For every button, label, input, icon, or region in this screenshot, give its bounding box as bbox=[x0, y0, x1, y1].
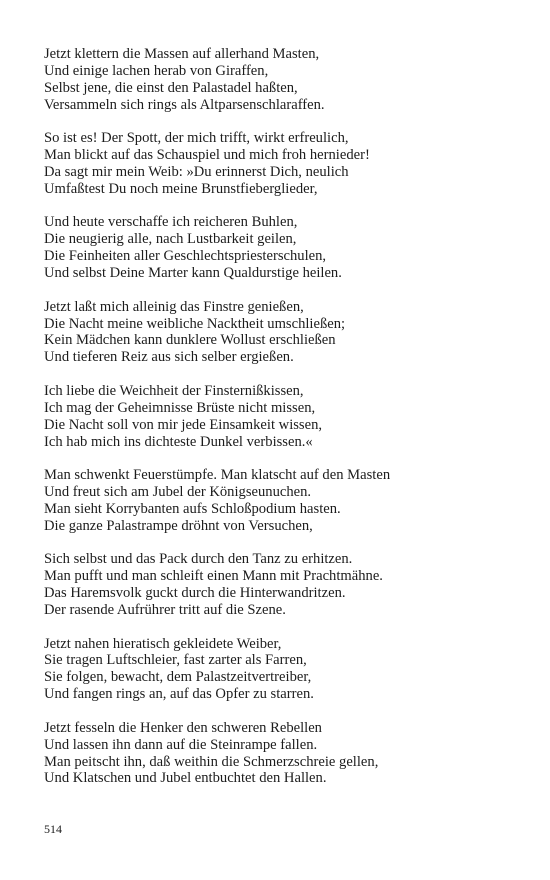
verse-line: Und freut sich am Jubel der Königseunuchen. bbox=[44, 484, 312, 500]
stanza-6 bbox=[44, 467, 524, 535]
stanza-4 bbox=[44, 299, 524, 367]
verse-line: Die Nacht meine weibliche Nacktheit umschließen; bbox=[44, 315, 346, 332]
verse-line: Man blickt auf das Schauspiel und mich froh hernieder! bbox=[44, 147, 370, 164]
verse-line: Man sieht Korrybanten aufs Schloßpodium hasten. bbox=[44, 500, 341, 517]
verse-line: Die Nacht soll von mir jede Einsamkeit wissen, bbox=[44, 416, 323, 433]
verse-line: Jetzt klettern die Massen auf allerhand Masten, bbox=[44, 46, 320, 62]
verse-line: Die Feinheiten aller Geschlechtspriesterschulen, bbox=[44, 248, 327, 265]
stanza-5 bbox=[44, 383, 524, 451]
verse-line: Und lassen ihn dann auf die Steinrampe fallen. bbox=[44, 736, 318, 753]
verse-line: Sich selbst und das Pack durch den Tanz zu erhitzen. bbox=[44, 551, 353, 568]
verse-line: Selbst jene, die einst den Palastadel haßten, bbox=[44, 79, 298, 96]
verse-line: Jetzt laßt mich alleinig das Finstre genießen, bbox=[44, 298, 304, 315]
poem-text bbox=[44, 46, 524, 804]
verse-line: Und heute verschaffe ich reicheren Buhlen, bbox=[44, 214, 298, 231]
verse-line: Kein Mädchen kann dunklere Wollust erschließen bbox=[44, 332, 336, 349]
stanza-9 bbox=[44, 720, 524, 788]
stanza-1 bbox=[44, 46, 524, 114]
verse-line: Sie folgen, bewacht, dem Palastzeitvertreiber, bbox=[44, 669, 312, 686]
verse-line: Und tieferen Reiz aus sich selber ergießen. bbox=[44, 349, 294, 366]
verse-line: Und einige lachen herab von Giraffen, bbox=[44, 62, 269, 79]
verse-line: Umfaßtest Du noch meine Brunstfieberglieder, bbox=[44, 180, 318, 197]
stanza-2 bbox=[44, 130, 524, 198]
verse-line: Man peitscht ihn, daß weithin die Schmerzschreie gellen, bbox=[44, 753, 379, 770]
verse-line: Versammeln sich rings als Altparsenschlaraffen. bbox=[44, 96, 325, 113]
verse-line: Jetzt nahen hieratisch gekleidete Weiber, bbox=[44, 635, 282, 652]
verse-line: Jetzt fesseln die Henker den schweren Rebellen bbox=[44, 719, 322, 736]
verse-line: Ich mag der Geheimnisse Brüste nicht missen, bbox=[44, 399, 316, 416]
verse-line: Die neugierig alle, nach Lustbarkeit geilen, bbox=[44, 231, 297, 248]
verse-line: Man pufft und man schleift einen Mann mit Prachtmähne. bbox=[44, 568, 383, 585]
verse-line: Das Haremsvolk guckt durch die Hinterwandritzen. bbox=[44, 585, 346, 602]
verse-line: Ich liebe die Weichheit der Finsternißkissen, bbox=[44, 382, 304, 399]
verse-line: Sie tragen Luftschleier, fast zarter als Farren, bbox=[44, 652, 307, 669]
stanza-7 bbox=[44, 551, 524, 619]
verse-line: Man schwenkt Feuerstümpfe. Man klatscht auf den Masten bbox=[44, 467, 391, 484]
verse-line: So ist es! Der Spott, der mich trifft, wirkt erfreulich, bbox=[44, 130, 349, 147]
page-number: 514 bbox=[44, 822, 62, 836]
stanza-8 bbox=[44, 636, 524, 704]
verse-line: Und selbst Deine Marter kann Qualdurstige heilen. bbox=[44, 265, 342, 282]
verse-line: Der rasende Aufrührer tritt auf die Szene. bbox=[44, 602, 286, 619]
stanza-3 bbox=[44, 214, 524, 282]
verse-line: Ich hab mich ins dichteste Dunkel verbissen.« bbox=[44, 433, 313, 450]
verse-line: Und Klatschen und Jubel entbuchtet den Hallen. bbox=[44, 770, 327, 787]
verse-line: Die ganze Palastrampe dröhnt von Versuchen, bbox=[44, 517, 313, 534]
verse-line: Da sagt mir mein Weib: »Du erinnerst Dich, neulich bbox=[44, 164, 349, 181]
verse-line: Und fangen rings an, auf das Opfer zu starren. bbox=[44, 686, 314, 703]
